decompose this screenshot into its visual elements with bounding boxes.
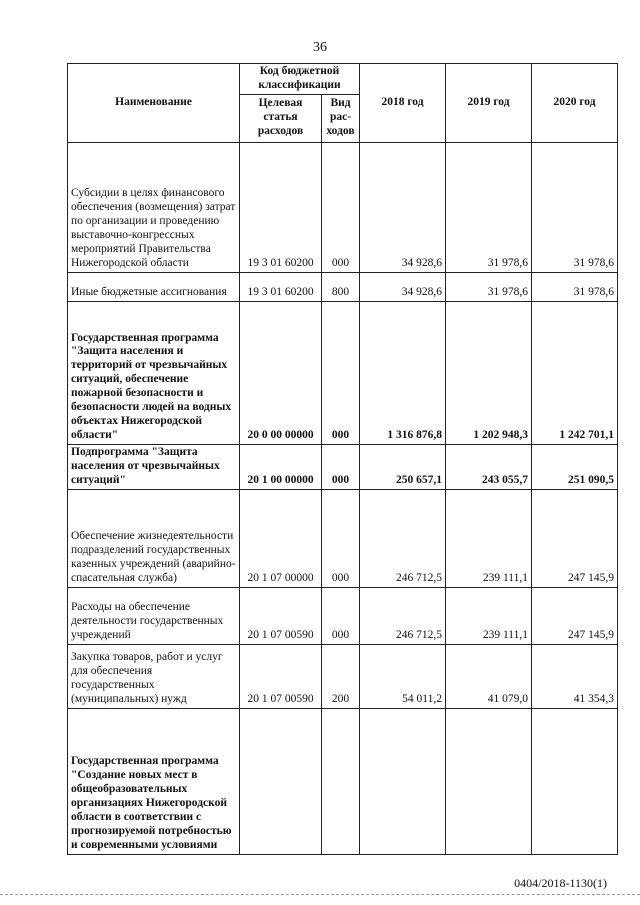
row-expense-type: 000	[322, 142, 360, 272]
row-name: Государственная программа "Защита населения и территорий от чрезвычайных ситуаций, обеспечение пожарной безопасности и безопасности людей на водных объектах Нижегородской области"	[68, 301, 240, 444]
row-target-code: 20 1 07 00000	[240, 489, 322, 587]
document-code: 0404/2018-1130(1)	[514, 876, 607, 890]
row-target-code: 19 3 01 60200	[240, 142, 322, 272]
table-row	[68, 444, 618, 489]
row-name: Закупка товаров, работ и услуг для обеспечения государственных (муниципальных) нужд	[68, 644, 240, 708]
table-row	[68, 587, 618, 644]
table-row	[68, 301, 618, 444]
row-expense-type	[322, 708, 360, 854]
row-value-2019: 41 079,0	[446, 644, 532, 708]
row-name: Подпрограмма "Защита населения от чрезвычайных ситуаций"	[68, 444, 240, 489]
row-target-code: 20 1 07 00590	[240, 644, 322, 708]
row-value-2018: 246 712,5	[360, 587, 446, 644]
row-value-2019: 239 111,1	[446, 489, 532, 587]
row-value-2018: 34 928,6	[360, 142, 446, 272]
page-number: 36	[313, 40, 327, 55]
row-value-2019: 239 111,1	[446, 587, 532, 644]
row-expense-type: 000	[322, 301, 360, 444]
row-value-2020: 247 145,9	[532, 587, 618, 644]
row-name: Государственная программа "Создание новых мест в общеобразовательных организациях Нижегородской области в соответствии с прогнозируемой потребностью и современными условиями	[68, 708, 240, 854]
row-value-2018: 246 712,5	[360, 489, 446, 587]
row-value-2019: 31 978,6	[446, 272, 532, 301]
row-expense-type: 000	[322, 444, 360, 489]
row-value-2019: 1 202 948,3	[446, 301, 532, 444]
header-type: Вид рас-ходов	[322, 94, 360, 142]
row-expense-type: 000	[322, 587, 360, 644]
row-value-2019: 243 055,7	[446, 444, 532, 489]
bottom-rule	[0, 894, 640, 895]
row-name: Иные бюджетные ассигнования	[68, 272, 240, 301]
row-value-2020: 1 242 701,1	[532, 301, 618, 444]
header-2019: 2019 год	[446, 64, 532, 143]
row-value-2018	[360, 708, 446, 854]
row-value-2018: 54 011,2	[360, 644, 446, 708]
table-row	[68, 708, 618, 854]
row-name: Субсидии в целях финансового обеспечения (возмещения) затрат по организации и проведению выставочно-конгрессных мероприятий Правительства Нижегородской области	[68, 142, 240, 272]
row-target-code: 20 1 00 00000	[240, 444, 322, 489]
table-row	[68, 489, 618, 587]
row-value-2020: 251 090,5	[532, 444, 618, 489]
row-expense-type: 800	[322, 272, 360, 301]
row-name: Обеспечение жизнедеятельности подразделений государственных казенных учреждений (аварийно-спасательная служба)	[68, 489, 240, 587]
table-row	[68, 272, 618, 301]
row-value-2020	[532, 708, 618, 854]
row-expense-type: 200	[322, 644, 360, 708]
row-value-2018: 250 657,1	[360, 444, 446, 489]
header-2018: 2018 год	[360, 64, 446, 143]
header-target: Целевая статья расходов	[240, 94, 322, 142]
header-2020: 2020 год	[532, 64, 618, 143]
row-value-2019	[446, 708, 532, 854]
row-target-code: 19 3 01 60200	[240, 272, 322, 301]
table-row	[68, 142, 618, 272]
row-value-2019: 31 978,6	[446, 142, 532, 272]
row-value-2020: 31 978,6	[532, 272, 618, 301]
table-row	[68, 644, 618, 708]
header-name: Наименование	[68, 64, 240, 143]
row-target-code: 20 0 00 00000	[240, 301, 322, 444]
header-code-group: Код бюджетной классификации	[240, 64, 360, 95]
row-value-2020: 247 145,9	[532, 489, 618, 587]
row-value-2018: 34 928,6	[360, 272, 446, 301]
row-value-2020: 41 354,3	[532, 644, 618, 708]
row-expense-type: 000	[322, 489, 360, 587]
row-target-code: 20 1 07 00590	[240, 587, 322, 644]
row-name: Расходы на обеспечение деятельности государственных учреждений	[68, 587, 240, 644]
row-value-2020: 31 978,6	[532, 142, 618, 272]
row-value-2018: 1 316 876,8	[360, 301, 446, 444]
row-target-code	[240, 708, 322, 854]
budget-table	[67, 63, 618, 855]
